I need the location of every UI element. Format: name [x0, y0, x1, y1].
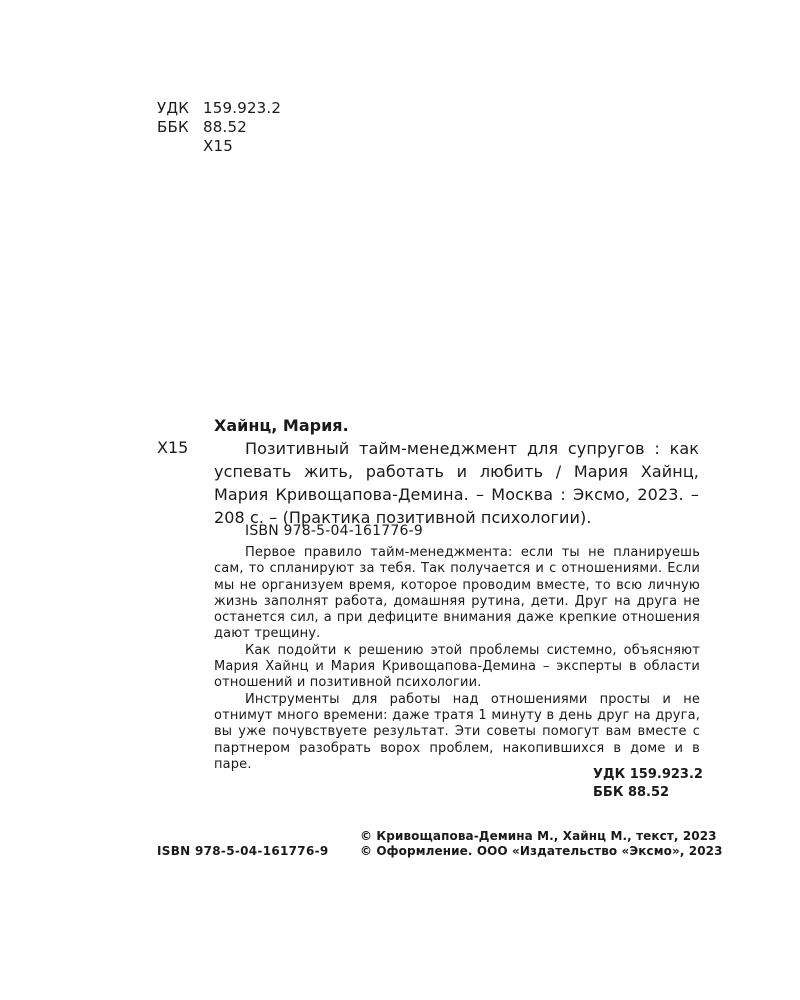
copyright-text: © Кривощапова-Демина М., Хайнц М., текст, 2023 [360, 829, 717, 843]
bbk-value: 88.52 [203, 118, 247, 136]
annotation-paragraph: Первое правило тайм-менеджмента: если ты не планируешь сам, то спланируют за тебя. Так получается и с отношениями. Если мы не организуем время, которое проводим вместе, то всю личную жизнь заполнят работа, домашняя рутина, дети. Друг на друга не останется сил, а при дефиците внимания даже крепкие отношения дают трещину. [214, 545, 700, 642]
bottom-bbk: ББК 88.52 [593, 785, 670, 800]
udk-row [157, 99, 281, 118]
record-isbn: ISBN 978-5-04-161776-9 [245, 523, 423, 539]
classification-codes [157, 99, 281, 156]
author-heading: Хайнц, Мария. [214, 416, 349, 435]
bbk-label: ББК [157, 118, 189, 136]
annotation [214, 545, 700, 773]
udk-value: 159.923.2 [203, 99, 282, 117]
annotation-paragraph: Как подойти к решению этой проблемы системно, объясняют Мария Хайнц и Мария Кривощапова-Демина – эксперты в области отношений и позитивной психологии. [214, 642, 700, 691]
author-mark: Х15 [157, 438, 189, 457]
copyright-block [360, 829, 723, 859]
udk-label: УДК [157, 99, 190, 117]
bbk-row [157, 118, 281, 137]
footer-isbn: ISBN 978-5-04-161776-9 [157, 844, 329, 858]
author-mark-row [157, 137, 281, 156]
bibliographic-description: Позитивный тайм-менеджмент для супругов : как успевать жить, работать и любить / Мария Хайнц, Мария Кривощапова-Демина. – Москва : Эксмо, 2023. – 208 с. – (Практика позитивной психологии). [214, 439, 699, 527]
copyright-design: © Оформление. ООО «Издательство «Эксмо», 2023 [360, 844, 723, 858]
author-mark-top: Х15 [203, 137, 233, 155]
bottom-udk: УДК 159.923.2 [593, 767, 703, 782]
annotation-paragraph: Инструменты для работы над отношениями просты и не отнимут много времени: даже тратя 1 минуту в день друг на друга, вы уже почувствуете результат. Эти советы помогут вам вместе с партнером разобрать ворох проблем, накопившихся в доме и в паре. [214, 691, 700, 772]
bottom-classification [593, 766, 703, 802]
